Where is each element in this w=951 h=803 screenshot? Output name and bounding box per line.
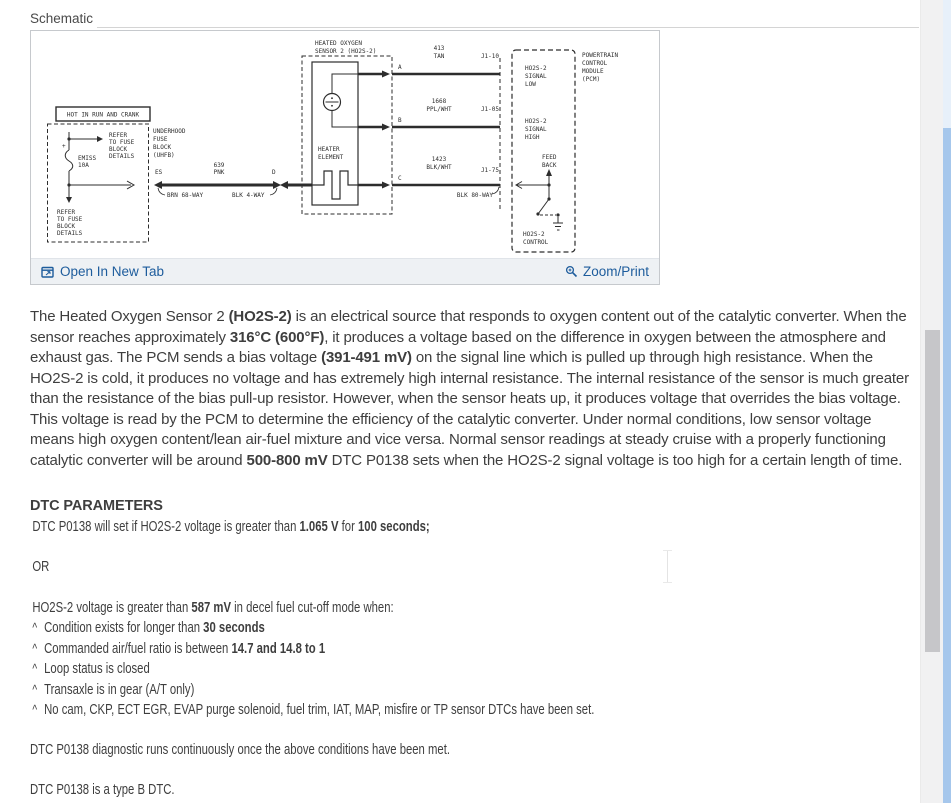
open-in-new-tab-label: Open In New Tab — [60, 264, 165, 279]
label-underhood-fuse-block: UNDERHOOD — [153, 128, 186, 135]
svg-text:FUSE: FUSE — [153, 136, 168, 143]
description-paragraph: The Heated Oxygen Sensor 2 (HO2S-2) is an electrical source that responds to oxygen content out of the catalytic converter. When the sensor reaches approximately 316°C (600°F), it produces a voltage based on the difference in oxygen between the atmosphere and exhaust gas. The PCM sends a bias voltage (391-491 mV) on the signal line which is pulled up through high resistance. When the HO2S-2 is cold, it produces no voltage and has extremely high internal resistance. The internal resistance of the sensor is much greater than the resistance of the bias pull-up resistor. However, when the sensor heats up, it produces voltage that overrides the bias voltage. This voltage is read by the PCM to determine the efficiency of the catalytic converter. Under normal conditions, low sensor voltage means high oxygen content/lean air-fuel mixture and vice versa. Normal sensor readings at steady cruise with a properly functioning catalytic converter will be around 500-800 mV DTC P0138 sets when the HO2S-2 signal voltage is too high for a certain length of time. — [30, 308, 909, 469]
decel-condition: HO2S-2 voltage is greater than 587 mV in decel fuel cut-off mode when: — [32, 599, 394, 616]
svg-text:(PCM): (PCM) — [582, 76, 601, 83]
label-heater-element: HEATER — [318, 146, 340, 153]
content-scrollbar-thumb[interactable] — [925, 330, 940, 652]
diagram-labels — [57, 40, 619, 246]
schematic-section-label: Schematic — [30, 11, 94, 26]
label-signal-low: HO2S-2 — [525, 65, 547, 72]
label-emiss-fuse: EMISS — [78, 155, 97, 162]
label-sensor-title: HEATED OXYGEN — [315, 40, 362, 47]
label-ho2s2-control: HO2S-2 — [523, 231, 545, 238]
schematic-toolbar — [31, 258, 659, 284]
content-scrollbar-track[interactable] — [920, 0, 943, 803]
condition-bullet — [30, 639, 720, 660]
svg-text:DETAILS: DETAILS — [57, 230, 83, 237]
svg-text:BLOCK: BLOCK — [153, 144, 172, 151]
svg-text:SIGNAL: SIGNAL — [525, 126, 547, 133]
svg-text:TO FUSE: TO FUSE — [109, 139, 135, 146]
dtc-type-note: DTC P0138 is a type B DTC. — [30, 782, 175, 798]
svg-text:LOW: LOW — [525, 81, 536, 88]
label-pin-b: B — [398, 117, 402, 124]
svg-text:SENSOR 2 (HO2S-2): SENSOR 2 (HO2S-2) — [315, 48, 377, 55]
open-in-new-tab-icon — [41, 265, 55, 278]
bullet-text: Condition exists for longer than 30 seconds — [44, 620, 265, 636]
label-es-terminal: ES — [155, 169, 163, 176]
text-cursor — [662, 548, 674, 584]
caret-bullet-icon: ^ — [32, 681, 38, 697]
wiring-diagram[interactable] — [31, 31, 659, 258]
condition-bullet — [30, 700, 720, 721]
svg-text:BLK/WHT: BLK/WHT — [426, 164, 452, 171]
svg-text:(UHFB): (UHFB) — [153, 152, 175, 159]
svg-text:HIGH: HIGH — [525, 134, 540, 141]
open-in-new-tab-link[interactable] — [41, 264, 164, 279]
label-wire-413: 413 — [433, 45, 445, 52]
svg-text:PPL/WHT: PPL/WHT — [426, 106, 452, 113]
schematic-viewer — [30, 30, 660, 285]
condition-bullet — [30, 680, 720, 701]
label-signal-high: HO2S-2 — [525, 118, 547, 125]
or-label: OR — [32, 559, 50, 575]
svg-text:DETAILS: DETAILS — [109, 153, 135, 160]
label-d-terminal: D — [272, 169, 276, 176]
label-feed-back: FEED — [542, 154, 557, 161]
svg-text:MODULE: MODULE — [582, 68, 604, 75]
zoom-print-label: Zoom/Print — [582, 264, 649, 279]
svg-text:CONTROL: CONTROL — [523, 239, 549, 246]
article-body — [30, 303, 915, 801]
label-plus: + — [62, 143, 66, 150]
svg-text:CONTROL: CONTROL — [582, 60, 608, 67]
label-brn-connector: BRN 68-WAY — [167, 192, 204, 199]
label-pin-a: A — [398, 64, 402, 71]
svg-text:TO FUSE: TO FUSE — [57, 216, 83, 223]
dtc-parameters-heading: DTC PARAMETERS — [30, 498, 163, 514]
label-wire-1423: 1423 — [431, 156, 447, 163]
dtc-set-condition: DTC P0138 will set if HO2S-2 voltage is greater than 1.065 V for 100 seconds; — [32, 518, 430, 535]
svg-text:TAN: TAN — [433, 53, 445, 60]
condition-bullet — [30, 659, 720, 680]
zoom-print-link[interactable] — [565, 264, 649, 279]
label-wire-639: 639 — [213, 162, 225, 169]
label-pcm-title: POWERTRAIN — [582, 52, 619, 59]
window-scrollbar-track[interactable] — [943, 0, 951, 803]
caret-bullet-icon: ^ — [32, 702, 38, 717]
caret-bullet-icon: ^ — [32, 620, 38, 635]
label-pin-c: C — [398, 175, 402, 182]
svg-text:BACK: BACK — [542, 162, 557, 169]
svg-text:10A: 10A — [78, 162, 89, 169]
label-blk80-connector: BLK 80-WAY — [456, 192, 493, 199]
label-j1-05: J1-05 — [480, 106, 499, 113]
caret-bullet-icon: ^ — [32, 640, 38, 656]
svg-text:REFER: REFER — [109, 132, 128, 139]
label-j1-75: J1-75 — [480, 167, 499, 174]
svg-text:ELEMENT: ELEMENT — [318, 154, 344, 161]
svg-text:REFER: REFER — [57, 209, 76, 216]
magnifier-plus-icon — [565, 265, 578, 278]
condition-bullet — [30, 618, 720, 639]
bullet-text: Commanded air/fuel ratio is between 14.7 and 14.8 to 1 — [44, 640, 326, 657]
label-wire-1668: 1668 — [431, 98, 447, 105]
bullet-text: Loop status is closed — [44, 661, 150, 677]
continuous-note: DTC P0138 diagnostic runs continuously once the above conditions have been met. — [30, 741, 450, 758]
label-blk4-connector: BLK 4-WAY — [232, 192, 265, 199]
svg-text:BLOCK: BLOCK — [57, 223, 76, 230]
window-scrollbar-thumb[interactable] — [943, 128, 951, 803]
label-j1-10: J1-10 — [480, 53, 499, 60]
svg-text:PNK: PNK — [213, 169, 225, 176]
section-divider — [97, 27, 919, 28]
svg-text:SIGNAL: SIGNAL — [525, 73, 547, 80]
caret-bullet-icon: ^ — [32, 661, 38, 676]
label-hot-in-run: HOT IN RUN AND CRANK — [66, 111, 140, 119]
bullet-text: No cam, CKP, ECT EGR, EVAP purge solenoid, fuel trim, IAT, MAP, misfire or TP sensor DTCs have been set. — [44, 702, 595, 718]
svg-text:BLOCK: BLOCK — [109, 146, 128, 153]
bullet-text: Transaxle is in gear (A/T only) — [44, 681, 195, 698]
